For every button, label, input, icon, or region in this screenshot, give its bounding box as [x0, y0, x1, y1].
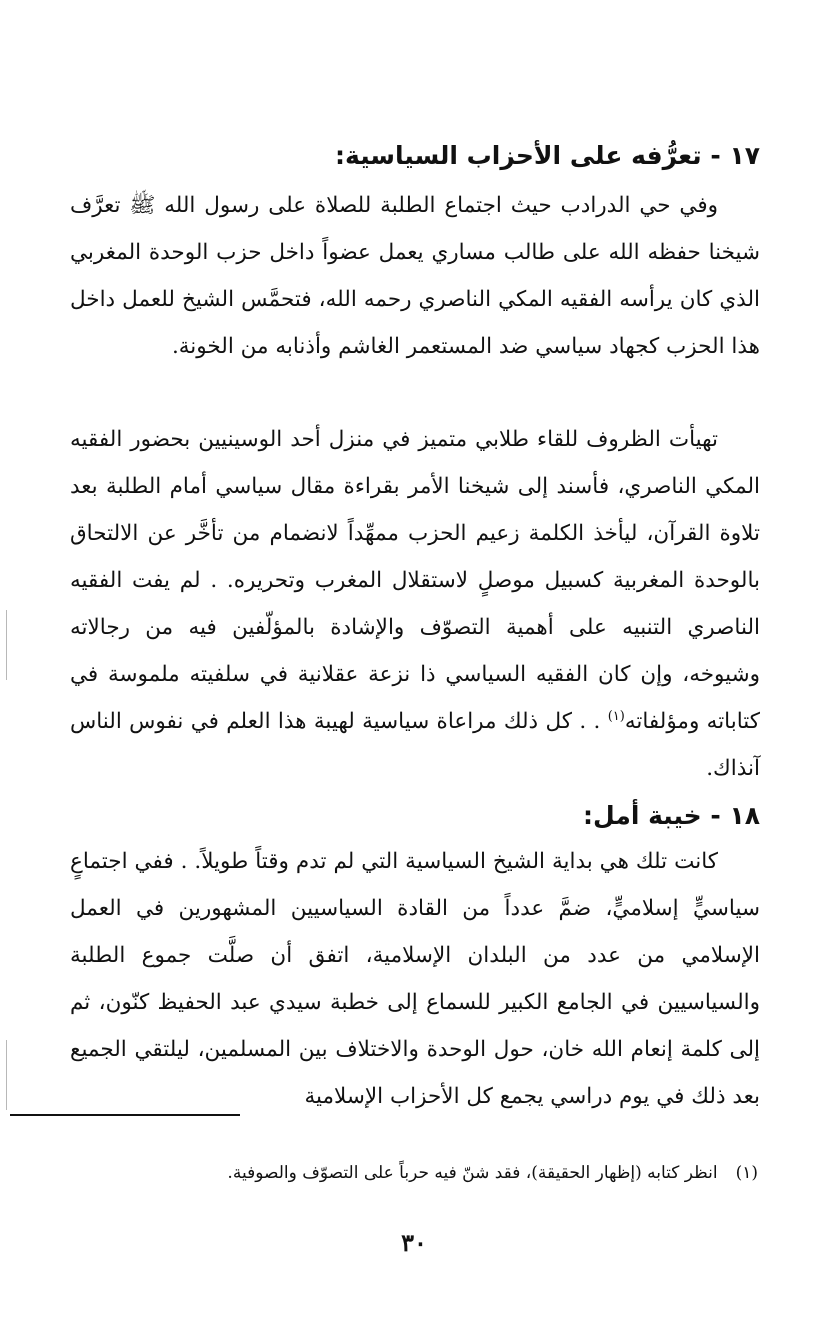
- footnote-separator: [10, 1114, 240, 1116]
- section-heading-17: ١٧ - تعرُّفه على الأحزاب السياسية:: [335, 141, 760, 170]
- section-17-paragraph-2-text: تهيأت الظروف للقاء طلابي متميز في منزل أحد الوسينيين بحضور الفقيه المكي الناصري، فأسند إلى شيخنا الأمر بقراءة مقال سياسي أمام الطلبة بعد تلاوة القرآن، ليأخذ الكلمة زعيم الحزب ممهِّداً لانضمام من تأخَّر عن الالتحاق بالوحدة المغربية كسبيل موصلٍ لاستقلال المغرب وتحريره. . لم يفت الفقيه الناصري التنبيه على أهمية التصوّف والإشادة بالمؤلّفين فيه من رجالاته وشيوخه، وإن كان الفقيه السياسي ذا نزعة عقلانية في سلفيته ملموسة في كتاباته ومؤلفاته: [70, 427, 760, 734]
- footnote-text: انظر كتابه (إظهار الحقيقة)، فقد شنّ فيه حرباً على التصوّف والصوفية.: [227, 1163, 718, 1183]
- scan-edge-mark: [6, 610, 7, 680]
- footnote-reference: (١): [607, 708, 625, 724]
- section-17-paragraph-2-end: . . كل ذلك مراعاة سياسية لهيبة هذا العلم في نفوس الناس آنذاك.: [70, 709, 760, 781]
- section-18-paragraph-1: كانت تلك هي بداية الشيخ السياسية التي لم تدم وقتاً طويلاً. . ففي اجتماعٍ سياسيٍّ إسلاميٍّ، ضمَّ عدداً من القادة السياسيين المشهورين في العمل الإسلامي من عدد من البلدان الإسلامية، اتفق أن صلَّت جموع الطلبة والسياسيين في الجامع الكبير للسماع إلى خطبة سيدي عبد الحفيظ كنّون، ثم إلى كلمة إنعام الله خان، حول الوحدة والاختلاف بين المسلمين، ليلتقي الجميع بعد ذلك في يوم دراسي يجمع كل الأحزاب الإسلامية: [70, 849, 760, 1109]
- section-17-paragraph-1: وفي حي الدرادب حيث اجتماع الطلبة للصلاة على رسول الله ﷺ تعرَّف شيخنا حفظه الله على طالب مساري يعمل عضواً داخل حزب الوحدة المغربي الذي كان يرأسه الفقيه المكي الناصري رحمه الله، فتحمَّس الشيخ للعمل داخل هذا الحزب كجهاد سياسي ضد المستعمر الغاشم وأذنابه من الخونة.: [70, 193, 760, 359]
- scan-edge-mark: [6, 1040, 7, 1110]
- section-17-paragraph-2: [70, 416, 760, 792]
- page-number: ٣٠: [401, 1228, 427, 1257]
- footnote-number: (١): [735, 1163, 758, 1183]
- footnote: [118, 1158, 758, 1188]
- section-heading-18: ١٨ - خيبة أمل:: [583, 801, 760, 830]
- book-page: [70, 120, 760, 1280]
